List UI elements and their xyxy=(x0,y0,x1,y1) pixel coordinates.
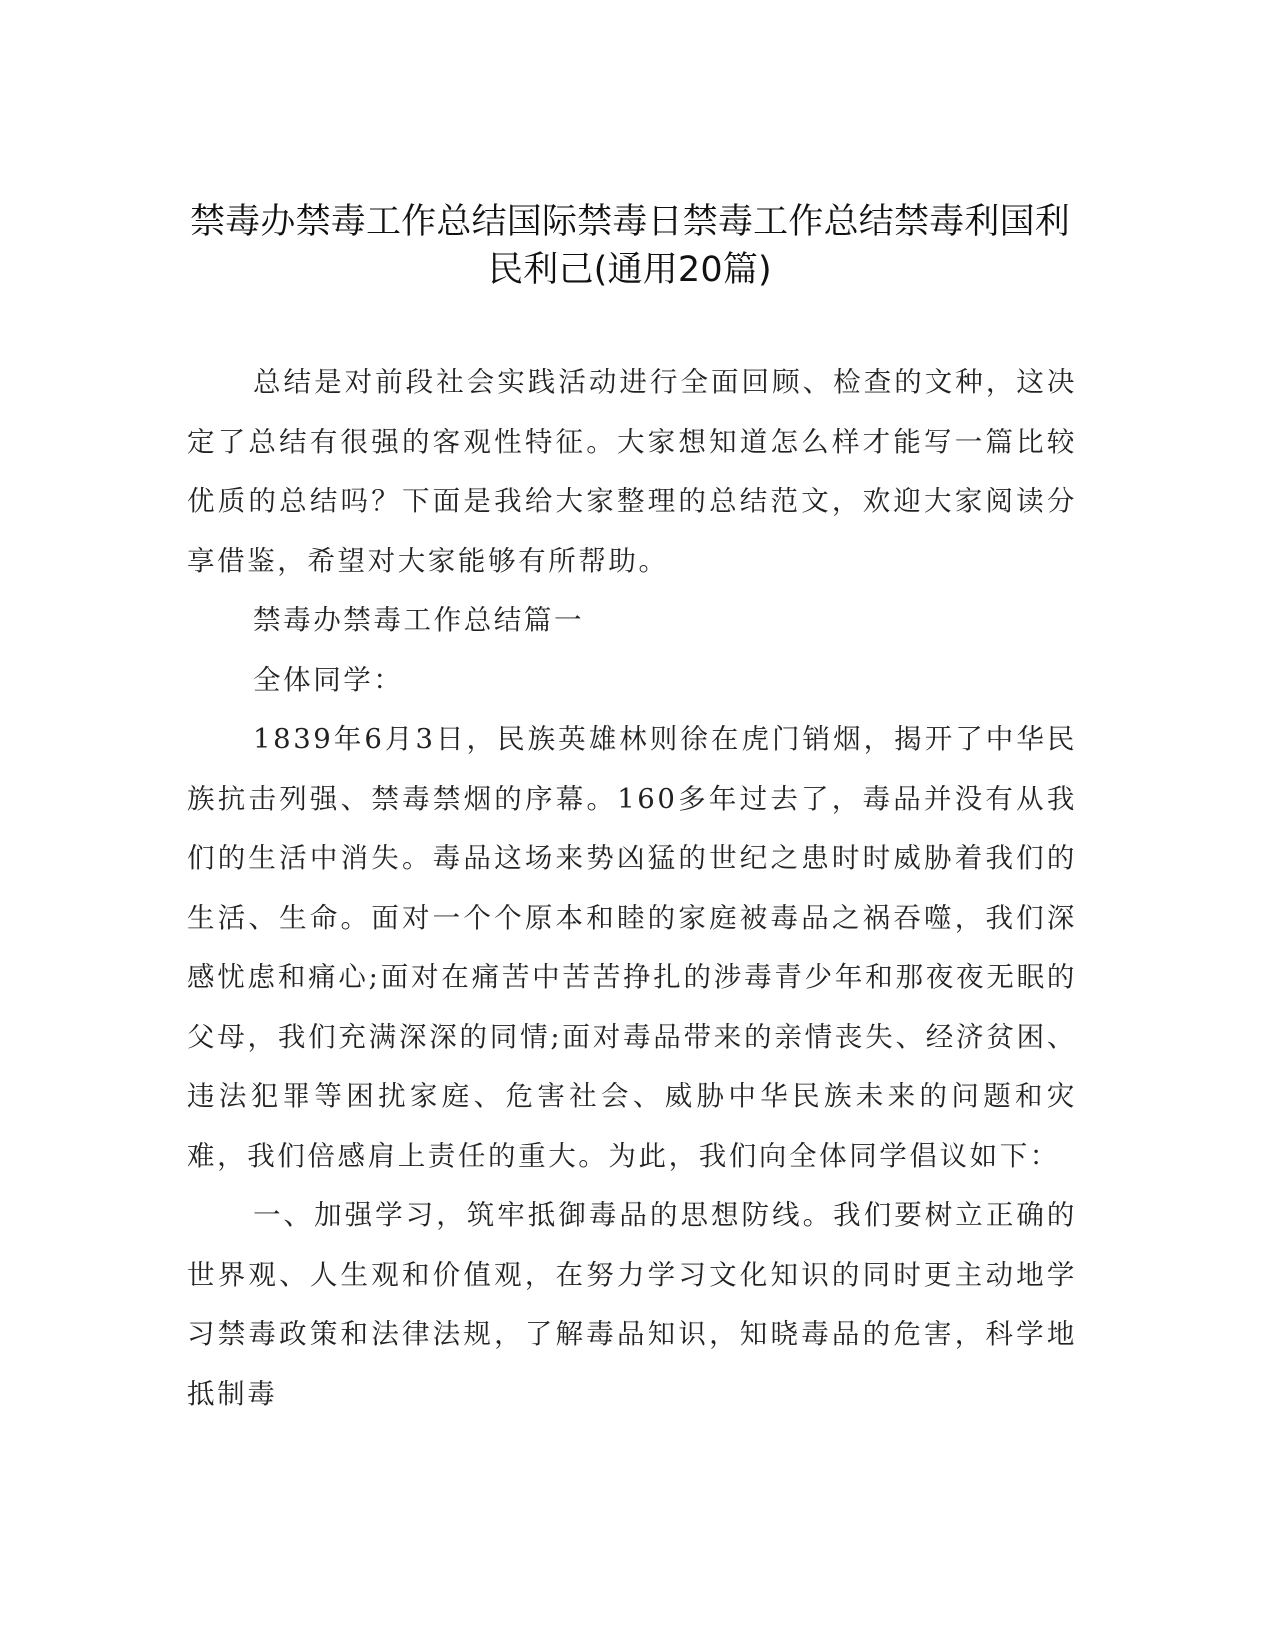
intro-paragraph: 总结是对前段社会实践活动进行全面回顾、检查的文种，这决定了总结有很强的客观性特征。大家想知道怎么样才能写一篇比较优质的总结吗？下面是我给大家整理的总结范文，欢迎大家阅读分享借鉴，希望对大家能够有所帮助。 xyxy=(187,366,1077,577)
salutation: 全体同学： xyxy=(253,663,404,696)
body-paragraph: 1839年6月3日，民族英雄林则徐在虎门销烟，揭开了中华民族抗击列强、禁毒禁烟的序幕。160多年过去了，毒品并没有从我们的生活中消失。毒品这场来势凶猛的世纪之患时时威胁着我们的生活、生命。面对一个个原本和睦的家庭被毒品之祸吞噬，我们深感忧虑和痛心;面对在痛苦中苦苦挣扎的涉毒青少年和那夜夜无眠的父母，我们充满深深的同情;面对毒品带来的亲情丧失、经济贫困、违法犯罪等困扰家庭、危害社会、威胁中华民族未来的问题和灾难，我们倍感肩上责任的重大。为此，我们向全体同学倡议如下： xyxy=(187,723,1077,1172)
document-title: 禁毒办禁毒工作总结国际禁毒日禁毒工作总结禁毒利国利民利己(通用20篇) xyxy=(189,202,1070,290)
section-heading: 禁毒办禁毒工作总结篇一 xyxy=(253,604,585,636)
body-paragraph: 一、加强学习，筑牢抵御毒品的思想防线。我们要树立正确的世界观、人生观和价值观，在努力学习文化知识的同时更主动地学习禁毒政策和法律法规，了解毒品知识，知晓毒品的危害，科学地抵制毒 xyxy=(187,1199,1077,1410)
document-body xyxy=(187,353,1077,1424)
